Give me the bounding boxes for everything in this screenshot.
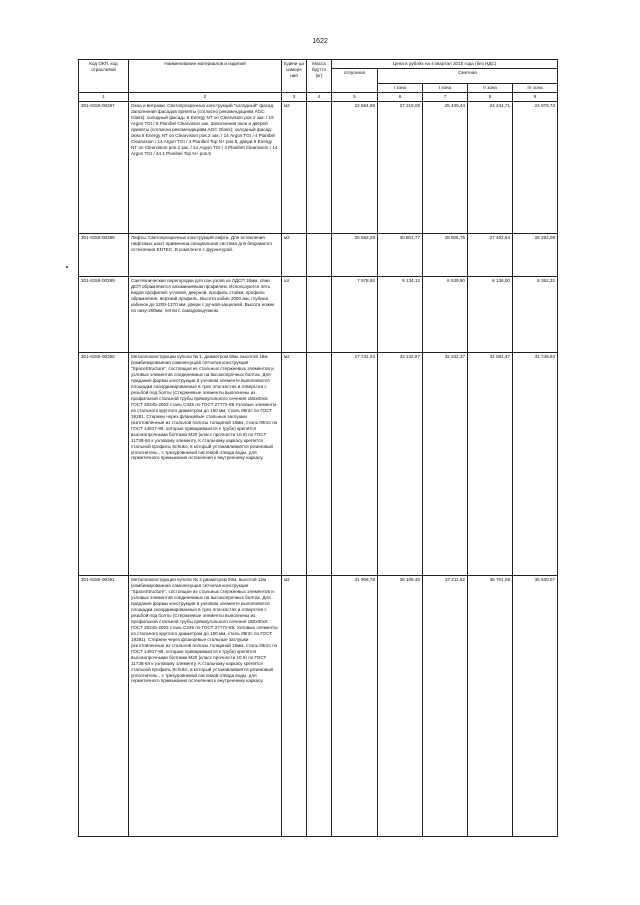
price-zone-2: 24 244,71 bbox=[468, 102, 513, 234]
item-description: Окна и витражи. Светопрозрачных конструкций "холодный" фасад. Заполнения фасадов приняты (согласно рекомендациям AGC Glass): холодный фасад= 6 Energy NT on Clearvision pos.2 зак. / 16 Argon TGI / 8 Planibel Clearvision зак. Заполнения окон и дверей приняты (согласно рекомендациям AGC Glass): холодный фасад: окна 6 Energy NT on Clearvision pos.2 зак. / 14 Argon TGI / 4 Planibel Clearvision / 14 Argon TGI / 4 Planibel Top N+ pos.5, двери 6 Energy NT on Clearvision pos.2 зак. / 14 Argon TGI / 4 Planibel Clearvision / 14 Argon TGI / 44.1 Planibel Top N+ pos.5 bbox=[129, 102, 282, 234]
header-unit: Едини ца измере ния bbox=[282, 60, 307, 93]
price-zone-2: 27 462,64 bbox=[468, 234, 513, 277]
header-code: Код ОКП, код отраслевой bbox=[79, 60, 129, 93]
column-number: 2 bbox=[129, 93, 282, 102]
header-zone-2: II зона bbox=[468, 84, 513, 93]
price-zone-4: 8 392,32 bbox=[513, 277, 558, 353]
column-number: 1 bbox=[79, 93, 129, 102]
price-table bbox=[78, 59, 558, 837]
price-zone-2: 31 081,47 bbox=[468, 353, 513, 576]
column-number: 6 bbox=[378, 93, 423, 102]
item-unit: м2 bbox=[282, 102, 307, 234]
price-release: 31 906,78 bbox=[332, 576, 378, 837]
price-release: 27 731,53 bbox=[332, 353, 378, 576]
price-zone-2: 8 136,00 bbox=[468, 277, 513, 353]
column-number: 7 bbox=[423, 93, 468, 102]
item-mass bbox=[307, 102, 332, 234]
table-row bbox=[79, 576, 558, 837]
column-number: 4 bbox=[307, 93, 332, 102]
item-code: 301-8156-00389 bbox=[79, 277, 129, 353]
price-release: 7 578,93 bbox=[332, 277, 378, 353]
page-number: 1622 bbox=[312, 38, 328, 45]
item-mass bbox=[307, 277, 332, 353]
header-zone-1b: I зона bbox=[423, 84, 468, 93]
table-row bbox=[79, 277, 558, 353]
table-row bbox=[79, 353, 558, 576]
header-zone-1: I зона bbox=[378, 84, 423, 93]
column-number: 9 bbox=[513, 93, 558, 102]
price-zone-1: 33 132,57 bbox=[378, 353, 423, 576]
header-price-title: Цена в рублях на 4 квартал 2015 года (без НДС) bbox=[332, 60, 558, 69]
price-zone-2: 35 761,09 bbox=[468, 576, 513, 837]
price-zone-4: 28 294,09 bbox=[513, 234, 558, 277]
item-unit: шт bbox=[282, 277, 307, 353]
price-zone-1b: 37 211,62 bbox=[423, 576, 468, 837]
column-number: 5 bbox=[332, 93, 378, 102]
price-zone-1b: 8 539,90 bbox=[423, 277, 468, 353]
price-zone-4: 36 530,07 bbox=[513, 576, 558, 837]
header-release: отпускная bbox=[332, 68, 378, 92]
item-unit: м2 bbox=[282, 353, 307, 576]
item-code: 301-8156-00387 bbox=[79, 102, 129, 234]
column-number: 8 bbox=[468, 93, 513, 102]
price-zone-1: 38 109,48 bbox=[378, 576, 423, 837]
column-number: 3 bbox=[282, 93, 307, 102]
header-name: Наименование материалов и изделий bbox=[129, 60, 282, 93]
price-zone-4: 31 749,93 bbox=[513, 353, 558, 576]
item-mass bbox=[307, 234, 332, 277]
price-release: 25 582,29 bbox=[332, 234, 378, 277]
price-zone-1b: 32 342,37 bbox=[423, 353, 468, 576]
item-unit: м2 bbox=[282, 234, 307, 277]
item-description: Лифты. Светопрозрачных конструкций лифта. Для остекления лифтовых шахт применена специальная система для безрамного остекления ENTEC. В комплекте с фурнитурой. bbox=[129, 234, 282, 277]
price-zone-1: 30 801,77 bbox=[378, 234, 423, 277]
item-code: 301-8156-00390 bbox=[79, 353, 129, 576]
price-zone-1b: 25 430,44 bbox=[423, 102, 468, 234]
header-zone-4: IV зона bbox=[513, 84, 558, 93]
item-description: Металлоконструкция купола № 2 диаметром 50м, высотой 12м (комбинированная самонесущая сетчатая конструкция "SpaceStructure", состоящая из стальных стержневых элементов и узловых элементов соединяемых на высокопрочных болтах. Для придания формы конструкции в узловом элементе выполняются площадки скоординированные в трех плоскостях и отверстия с резьбой под болты )Стержневые элементы выполнены из профильной стальной трубы прямоугольного сечения 180х80х5 ГОСТ 30245-2003 сталь С345 по ГОСТ 27772-88. Узловые элементы- из стального круглого диаметром до 150 мм, сталь 09г2с по ГОСТ 19281). Стержни через фланцевые стальные заглушки (изготовленные из стальной полосы толщиной 16мм, сталь 09г2с по ГОСТ 14817-89, которые привариваются к трубе) крепятся высокопрочными болтами М20 (класс прочности 10.9) по ГОСТ 11738-84 к узловому элементу. К стальному каркасу крепится стальной профиль Schuko, в который устанавливается резиновый уплотнитель , с трехуровневой системой отвода воды, для герметичного примыкания остекления к внутреннему каркасу. bbox=[129, 576, 282, 837]
header-mass: Масса брутто (кг) bbox=[307, 60, 332, 93]
table-row bbox=[79, 102, 558, 234]
item-code: 301-8156-00391 bbox=[79, 576, 129, 837]
price-zone-4: 24 978,73 bbox=[513, 102, 558, 234]
price-release: 22 564,89 bbox=[332, 102, 378, 234]
item-code: 301-8156-00388 bbox=[79, 234, 129, 277]
table-row bbox=[79, 234, 558, 277]
price-zone-1: 27 219,06 bbox=[378, 102, 423, 234]
item-description: Сантехнические перегородки для сан.узлов из ЛДСП 16мм, сваи ДСП обрамляются алюминиевым профилем. Используются пять видов профилей: угловой, дверной, профиль стойки, профиль обрамления, верхний профиль. Высота кабин 2000 мм, глубина кабинок до 1200-1370 мм, двери с ручкой-защелкой. Высота ножек по низу-200мм, петли с самодоводчиком. bbox=[129, 277, 282, 353]
scan-speck bbox=[66, 266, 68, 268]
price-zone-1: 9 134,12 bbox=[378, 277, 423, 353]
item-mass bbox=[307, 576, 332, 837]
header-estimate: Сметная bbox=[378, 68, 558, 83]
item-mass bbox=[307, 353, 332, 576]
item-unit: м2 bbox=[282, 576, 307, 837]
item-description: Металлоконструкции купола № 1, диаметром 66м, высотой 18м (комбинированная самонесущая сетчатая конструкция "SpaceStructure", состоящая из стальных стержневых элементов и узловых элементов соединяемых на высокопрочных болтах. Для придания формы конструкции в узловом элементе выполняются площадки скоординированные в трех плоскостях и отверстия с резьбой под болты )Стержневые элементы выполнены из профильной стальной трубы прямоугольного сечения 180х80х5 ГОСТ 30245-2003 сталь С345 по ГОСТ 27772-88 Узловые элементы- из стального круглого диаметром до 150 мм, сталь 09г2с по ГОСТ 19281. Стержни через фланцевые стальные заглушки (изготовленные из стальной полосы толщиной 16мм, сталь 09г2с по ГОСТ 14817-89, которые привариваются к трубе) крепятся высокопрочными болтами М20 (класс прочности 10.9) по ГОСТ 11738-84 к узловому элементу. К стальному каркасу крепится стальной профиль Schuko, в который устанавливается резиновый уплотнитель , с трехуровневой системой отвода воды, для герметичного примыкания остекления к внутреннему каркасу. bbox=[129, 353, 282, 576]
column-number-row bbox=[79, 93, 558, 102]
price-zone-1b: 28 805,75 bbox=[423, 234, 468, 277]
